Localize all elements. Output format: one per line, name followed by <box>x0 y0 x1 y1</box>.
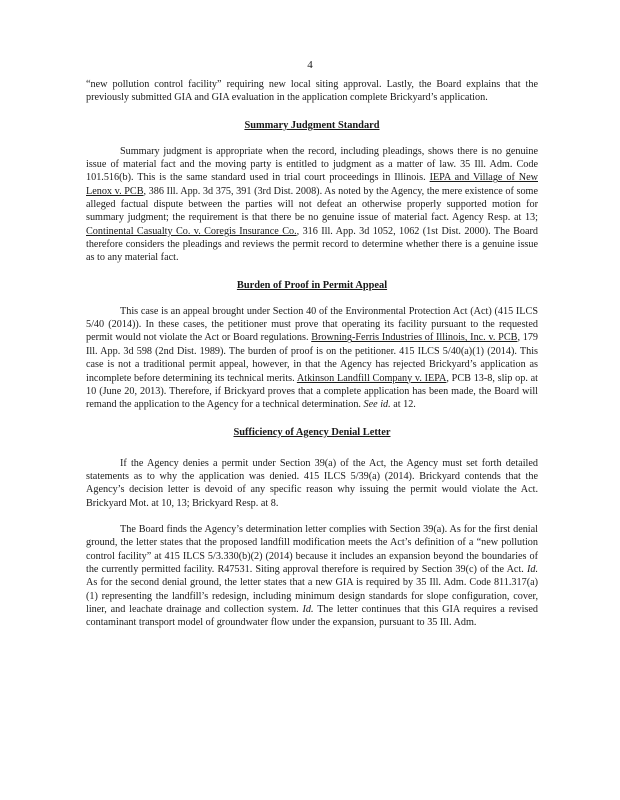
case-citation: Continental Casualty Co. v. Coregis Insurance Co. <box>86 225 297 237</box>
id-citation: Id. <box>526 563 538 575</box>
page-number: 4 <box>307 59 313 71</box>
heading-sufficiency-denial-letter: Sufficiency of Agency Denial Letter <box>233 426 391 438</box>
paragraph-denial-letter-standard: If the Agency denies a permit under Section 39(a) of the Act, the Agency must set forth detailed statements as to why the application was denied. 415 ILCS 5/39(a) (2014). Brickyard contends that the Agency’s decision letter is devoid of any specific reason why issuing the permit would violate the Act. Brickyard Mot. at 10, 13; Brickyard Resp. at 8. <box>86 457 538 509</box>
paragraph-summary-judgment: Summary judgment is appropriate when the record, including pleadings, shows there is no genuine issue of material fact and the moving party is entitled to judgment as a matter of law. 35 Ill. Adm. Code 101.516(b). This is the same standard used in trial court proceedings in Illinois. IEPA and Village of New Lenox v. PCB, 386 Ill. App. 3d 375, 391 (3rd Dist. 2008). As noted by the Agency, the mere existence of some alleged factual dispute between the parties will not defeat an otherwise properly supported motion for summary judgment; the requirement is that there be no genuine issue of material fact. Agency Resp. at 13; Continental Casualty Co. v. Coregis Insurance Co., 316 Ill. App. 3d 1052, 1062 (1st Dist. 2000). The Board therefore considers the pleadings and reviews the permit record to determine whether there is a genuine issue as to any material fact. <box>86 145 539 264</box>
signal-citation: See id. <box>363 399 391 411</box>
paragraph-burden-of-proof: This case is an appeal brought under Section 40 of the Environmental Protection Act (Act) (415 ILCS 5/40 (2014)). In these cases, the petitioner must prove that operating its facility pursuant to the requested permit would not violate the Act or Board regulations. Browning-Ferris Industries of Illinois, Inc. v. PCB, 179 Ill. App. 3d 598 (2nd Dist. 1989). The burden of proof is on the petitioner. 415 ILCS 5/40(a)(1) (2014). This case is not a traditional permit appeal, however, in that the Agency has rejected Brickyard’s application as incomplete before determining its technical merits. Atkinson Landfill Company v. IEPA, PCB 13-8, slip op. at 10 (June 20, 2013). Therefore, if Brickyard proves that a complete application has been made, the Board will remand the application to the Agency for a technical determination. See id. at 12. <box>86 305 539 411</box>
document-body <box>86 78 538 630</box>
heading-summary-judgment: Summary Judgment Standard <box>244 119 380 131</box>
paragraph-board-findings: The Board finds the Agency’s determination letter complies with Section 39(a). As for the first denial ground, the letter states that the proposed landfill modification meets the Act’s definition of a “new pollution control facility” at 415 ILCS 5/3.330(b)(2) (2014) because it includes an expansion beyond the boundaries of the currently permitted facility. R47531. Siting approval therefore is required by Section 39(c) of the Act. Id. As for the second denial ground, the letter states that a new GIA is required by 35 Ill. Adm. Code 811.317(a)(1) representing the landfill’s redesign, including minimum design standards for slope configuration, cover, liner, and leachate drainage and collection system. Id. The letter continues that this GIA requires a revised contaminant transport model of groundwater flow under the expansion, pursuant to 35 Ill. Adm. <box>86 523 538 629</box>
case-citation: Atkinson Landfill Company v. IEPA <box>296 372 447 384</box>
paragraph-continuation: “new pollution control facility” requiring new local siting approval. Lastly, the Board explains that the previously submitted GIA and GIA evaluation in the application complete Brickyard’s application. <box>86 79 538 104</box>
case-citation: IEPA and Village of New Lenox v. PCB <box>86 172 538 197</box>
id-citation: Id. <box>302 603 314 615</box>
case-citation: Browning-Ferris Industries of Illinois, Inc. v. PCB <box>311 332 518 344</box>
heading-burden-of-proof: Burden of Proof in Permit Appeal <box>236 279 388 291</box>
